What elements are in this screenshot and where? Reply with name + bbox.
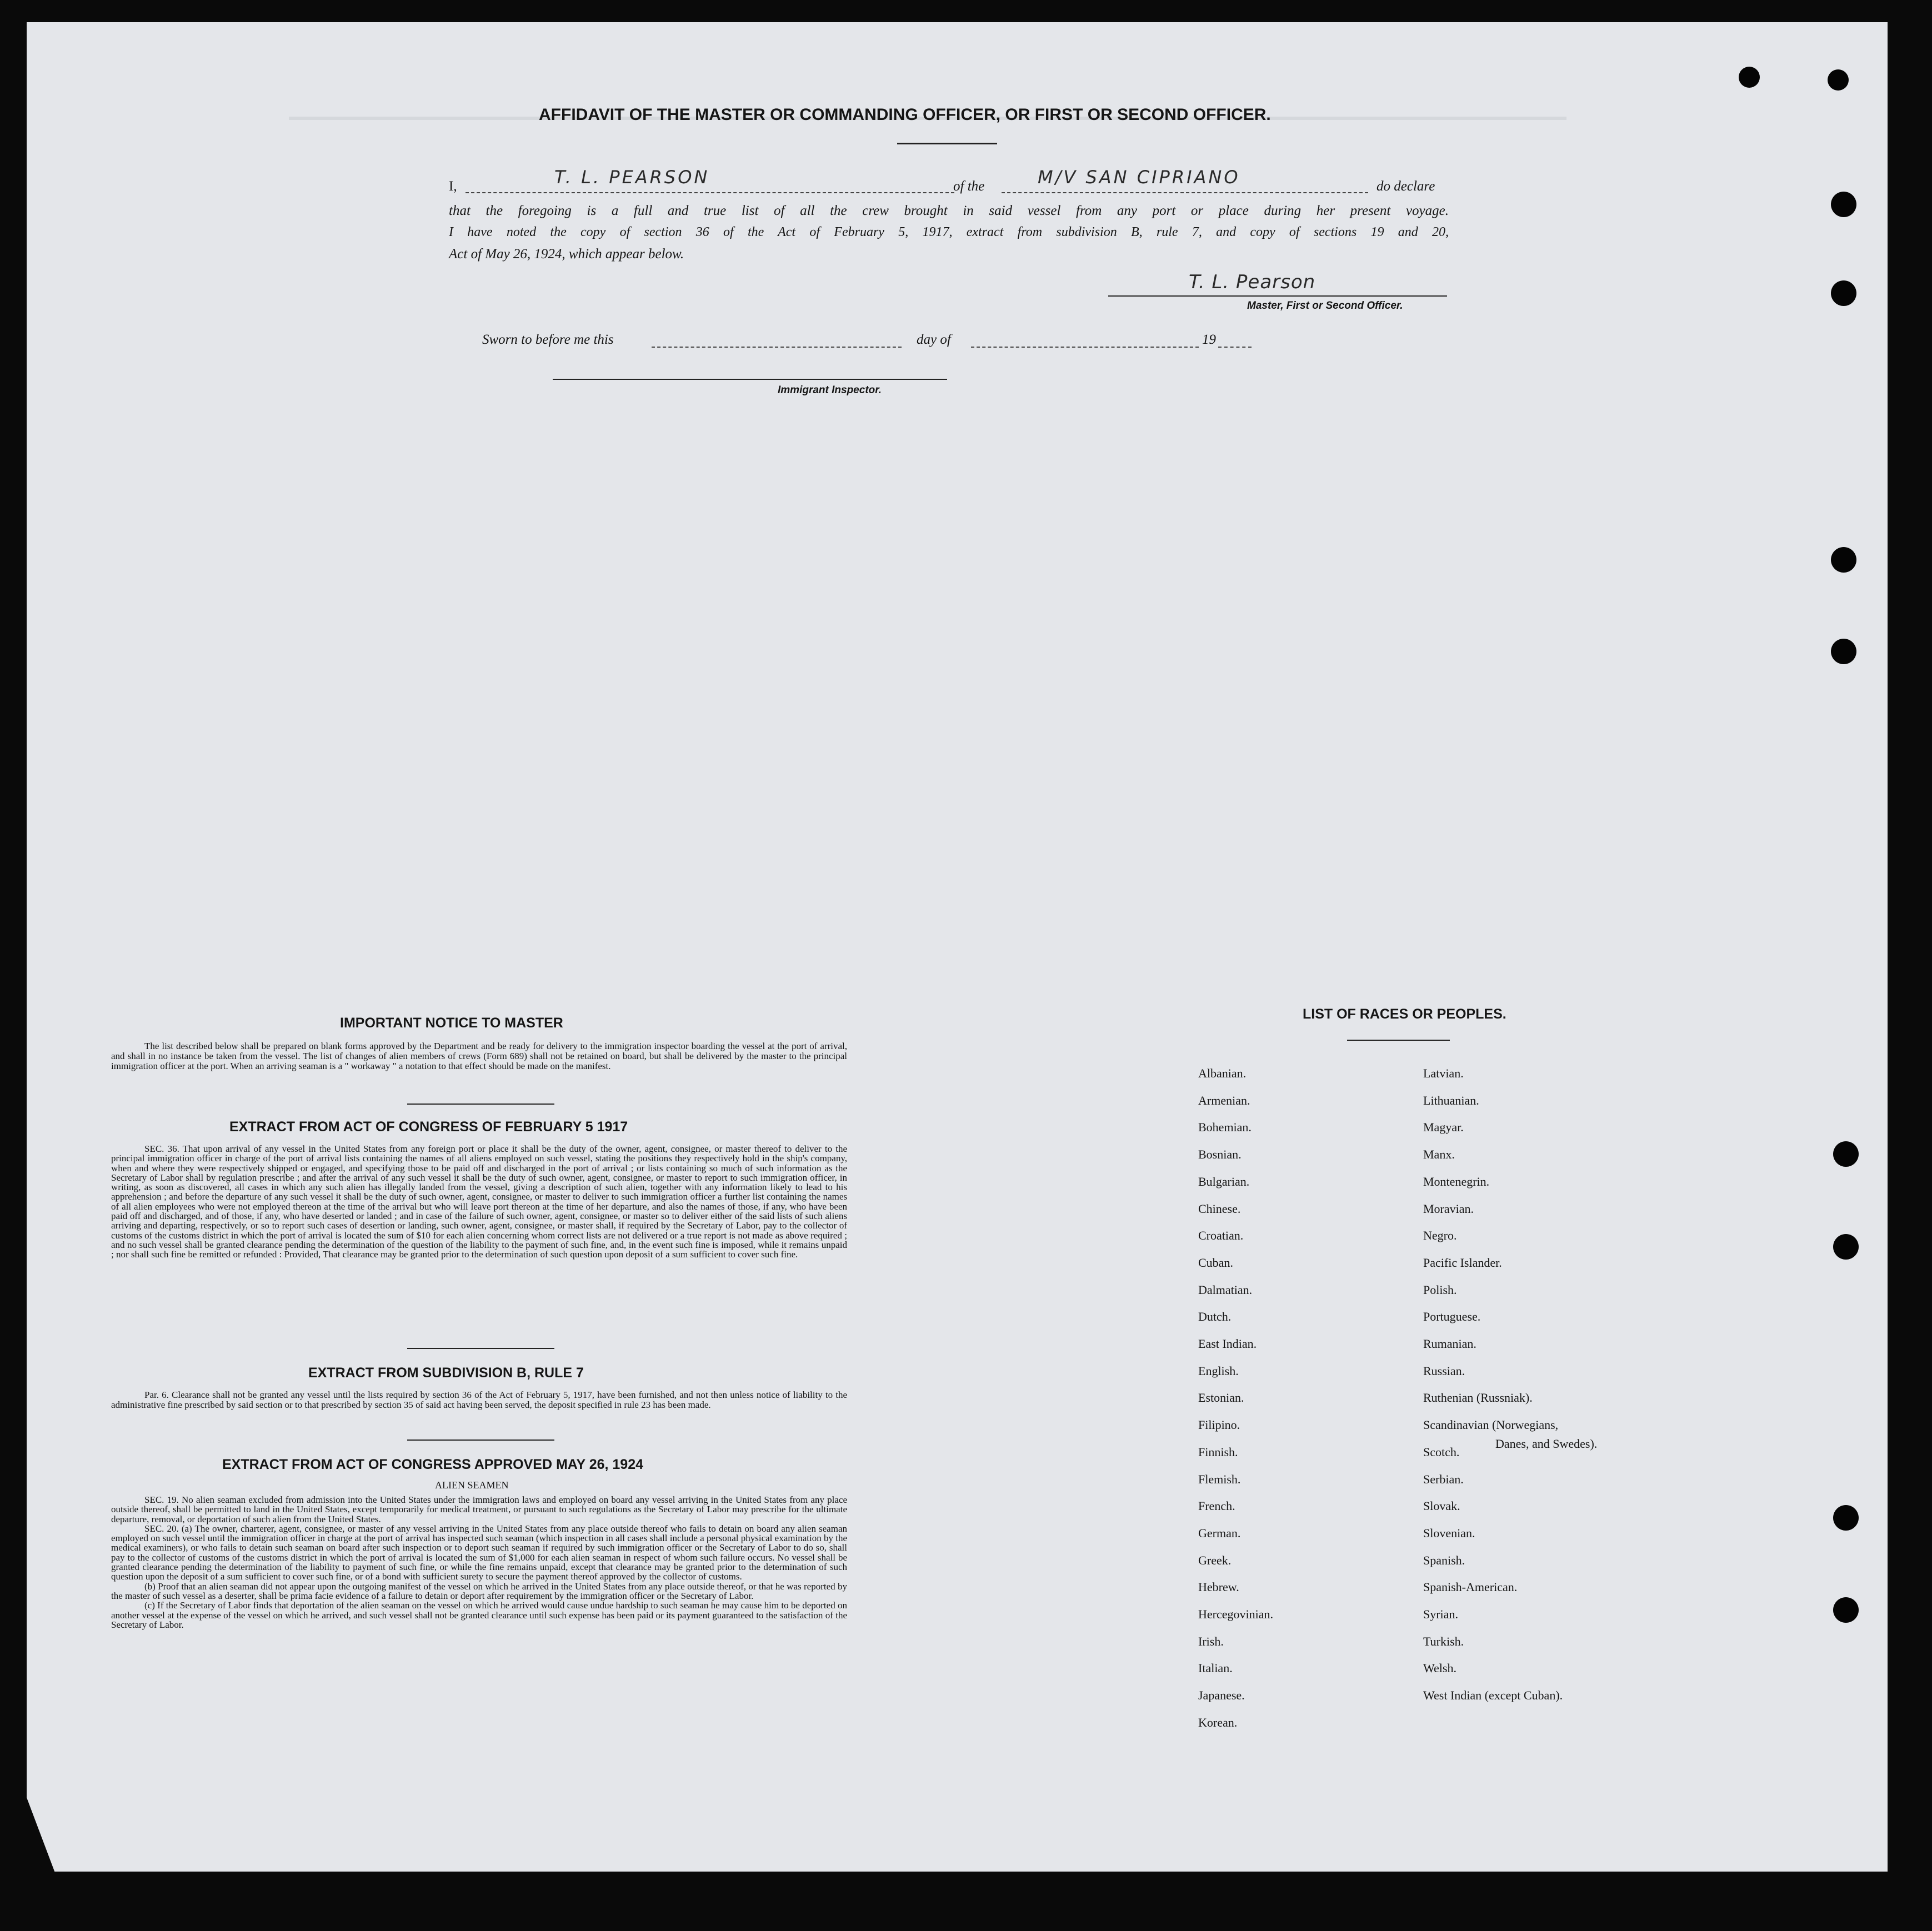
race-item: Ruthenian (Russniak). <box>1423 1391 1533 1405</box>
extract-1924-body <box>111 1495 847 1629</box>
race-item: Greek. <box>1198 1553 1232 1567</box>
race-item: German. <box>1198 1526 1241 1540</box>
race-item: Japanese. <box>1198 1688 1245 1703</box>
races-divider <box>1347 1040 1450 1041</box>
declaration-text-line2: I have noted the copy of section 36 of the Act of February 5, 1917, extract from subdivision B, rule 7, and copy of sections 19 and 20, <box>449 225 1449 239</box>
year-rule <box>1218 347 1252 348</box>
day-of-label: day of <box>917 332 951 347</box>
punch-hole <box>1831 639 1856 664</box>
race-item: Scandinavian (Norwegians, <box>1423 1418 1559 1432</box>
race-item: Finnish. <box>1198 1445 1238 1459</box>
vessel-name: M/V SAN CIPRIANO <box>1038 167 1240 188</box>
race-item: French. <box>1198 1499 1235 1513</box>
sworn-rule <box>652 347 902 348</box>
year-label: 19 <box>1202 332 1216 347</box>
race-item: Pacific Islander. <box>1423 1255 1502 1270</box>
section-divider <box>407 1104 554 1105</box>
race-item: Chinese. <box>1198 1201 1241 1216</box>
race-item: Turkish. <box>1423 1634 1464 1648</box>
affidavit-title: AFFIDAVIT OF THE MASTER OR COMMANDING OFFICER, OR FIRST OR SECOND OFFICER. <box>539 106 1271 124</box>
race-item: Dalmatian. <box>1198 1282 1253 1297</box>
race-item: Slovenian. <box>1423 1526 1475 1540</box>
punch-hole <box>1828 69 1849 91</box>
race-item: West Indian (except Cuban). <box>1423 1688 1563 1703</box>
race-item: Croatian. <box>1198 1228 1244 1243</box>
punch-hole <box>1833 1141 1859 1167</box>
punch-hole <box>1833 1234 1859 1260</box>
race-item: Lithuanian. <box>1423 1093 1479 1107</box>
race-item: Montenegrin. <box>1423 1174 1490 1188</box>
punch-hole <box>1833 1597 1859 1623</box>
race-item: Portuguese. <box>1423 1310 1481 1324</box>
race-item: Moravian. <box>1423 1201 1474 1216</box>
race-item: Bohemian. <box>1198 1120 1252 1135</box>
race-item: Italian. <box>1198 1661 1233 1676</box>
race-item: Korean. <box>1198 1715 1238 1729</box>
race-item: Scotch. <box>1423 1445 1460 1459</box>
race-item: Estonian. <box>1198 1391 1244 1405</box>
race-item: Manx. <box>1423 1147 1455 1162</box>
race-item: Latvian. <box>1423 1066 1464 1080</box>
name-rule <box>466 192 954 193</box>
race-item: Rumanian. <box>1423 1337 1476 1351</box>
race-item: Serbian. <box>1423 1472 1464 1486</box>
of-the-label: of the <box>953 179 985 194</box>
punch-hole <box>1833 1505 1859 1531</box>
extract-1917-title: EXTRACT FROM ACT OF CONGRESS OF FEBRUARY 5 1917 <box>229 1119 628 1135</box>
signature-rule <box>1108 295 1447 297</box>
race-item: Bulgarian. <box>1198 1174 1250 1188</box>
race-item: Hebrew. <box>1198 1580 1239 1594</box>
signature-caption: Master, First or Second Officer. <box>1247 300 1403 312</box>
race-item: Bosnian. <box>1198 1147 1242 1162</box>
master-signature: T. L. Pearson <box>1189 271 1316 293</box>
extract-1917-body: SEC. 36. That upon arrival of any vessel in the United States from any foreign port or place it shall be the duty of the owner, agent, consignee, or master thereof to deliver to the principal immigration officer in charge of the port of arrival lists containing the names of all aliens employed on such vessel, stating the positions they respectively hold in the ship's company, when and where they were respectively shipped or engaged, and specifying those to be paid off and discharged in the port of arrival ; or lists containing so much of such information as the Secretary of Labor shall by regulation prescribe ; and after the arrival of any such vessel it shall be the duty of such owner, agent, consignee, or master to report to such immigration officer, in writing, as soon as discovered, all cases in which any such alien has illegally landed from the vessel, giving a description of such alien, together with any information likely to lead to his apprehension ; and before the departure of any such vessel it shall be the duty of such owner, agent, consignee, or master to deliver to such immigration officer a further list containing the names of all alien employees who were not employed thereon at the time of the arrival but who will leave port thereon at the time of her departure, and also the names of those, if any, who have been paid off and discharged, and of those, if any, who have deserted or landed ; and in case of the failure of such owner, agent, consignee, or master so to deliver either of the said lists of such aliens arriving and departing, respectively, or so to report such cases of desertion or landing, such owner, agent, consignee, or master shall, if required by the Secretary of Labor, pay to the collector of customs of the customs district in which the port of arrival is located the sum of $10 for each alien concerning whom correct lists are not delivered or a true report is not made as above required ; and no such vessel shall be granted clearance pending the determination of the question of the liability to the payment of such fine, and, in the event such fine is imposed, while it remains unpaid ; nor shall such fine be remitted or refunded : Provided, That clearance may be granted prior to the determination of such question upon deposit of a sum sufficient to cover such fine. <box>111 1143 847 1260</box>
race-item: Hercegovinian. <box>1198 1607 1273 1621</box>
race-item: Filipino. <box>1198 1418 1240 1432</box>
sworn-line <box>482 332 1260 354</box>
declaration-line <box>449 167 1449 200</box>
section-divider <box>407 1440 554 1441</box>
race-item: Irish. <box>1198 1634 1224 1648</box>
section-20c-text: (c) If the Secretary of Labor finds that deportation of the alien seaman on the vessel on which he arrived would cause undue hardship to such seaman he may cause him to be deported on another vessel at the expense of the vessel on which he arrived, and such vessel shall not be granted clearance until such expense has been paid or its payment guaranteed to the satisfaction of the Secretary of Labor. <box>111 1600 847 1630</box>
punch-hole <box>1831 280 1856 306</box>
race-item: Syrian. <box>1423 1607 1458 1621</box>
sworn-label: Sworn to before me this <box>482 332 614 347</box>
subdivision-b-body: Par. 6. Clearance shall not be granted any vessel until the lists required by section 36 of the Act of February 5, 1917, have been furnished, and not then unless notice of liability to the administrative fine prescribed by said section or to that prescribed by section 35 of said act having been served, the deposit specified in rule 23 has been made. <box>111 1390 847 1410</box>
punch-hole <box>1831 192 1856 217</box>
day-rule <box>971 347 1199 348</box>
subdivision-b-title: EXTRACT FROM SUBDIVISION B, RULE 7 <box>308 1365 584 1381</box>
master-name: T. L. PEARSON <box>554 167 710 188</box>
race-item: Negro. <box>1423 1228 1457 1243</box>
inspector-rule <box>553 379 947 380</box>
extract-1924-title: EXTRACT FROM ACT OF CONGRESS APPROVED MAY 26, 1924 <box>222 1457 644 1472</box>
declaration-text-line1: that the foregoing is a full and true list of all the crew brought in said vessel from any port or place during her present voyage. <box>449 203 1449 218</box>
race-item: Dutch. <box>1198 1310 1232 1324</box>
punch-hole <box>1831 547 1856 573</box>
punch-hole <box>1739 67 1760 88</box>
race-item: Spanish. <box>1423 1553 1465 1567</box>
race-item: Cuban. <box>1198 1255 1233 1270</box>
vessel-rule <box>1002 192 1368 193</box>
notice-title: IMPORTANT NOTICE TO MASTER <box>340 1015 563 1031</box>
race-item: East Indian. <box>1198 1337 1257 1351</box>
section-20b-text: (b) Proof that an alien seaman did not appear upon the outgoing manifest of the vessel on which he arrived in the United States from any place outside thereof, or that he was reported by the master of such vessel as a deserter, shall be prima facie evidence of a failure to detain or deport after requirement by the immigration officer or the Secretary of Labor. <box>111 1581 847 1601</box>
race-item: Slovak. <box>1423 1499 1460 1513</box>
title-underline <box>897 143 997 144</box>
race-item: Magyar. <box>1423 1120 1464 1135</box>
section-20a-text: SEC. 20. (a) The owner, charterer, agent, consignee, or master of any vessel arriving in the United States from any place outside thereof who fails to detain on board any alien seaman employed on such vessel until the immigration officer in charge at the port of arrival has inspected such seaman (which inspection in all cases shall include a personal physical examination by the medical examiners), or who fails to detain such seaman on board after such inspection or to deport such seaman if required by such immigration officer or the Secretary of Labor to do so, shall pay to the collector of customs of the customs district in which the port of arrival is located the sum of $1,000 for each alien seaman in respect of whom such failure occurs. No vessel shall be granted clearance pending the determination of the liability to payment of such fine, or while the fine remains unpaid, except that clearance may be granted prior to the determination of such question upon the deposit of a sum sufficient to cover such fine, or of a bond with sufficient surety to secure the payment thereof approved by the collector of customs. <box>111 1523 847 1582</box>
race-item: Russian. <box>1423 1363 1465 1378</box>
race-item: Albanian. <box>1198 1066 1247 1080</box>
inspector-caption: Immigrant Inspector. <box>778 384 882 396</box>
race-item: Armenian. <box>1198 1093 1250 1107</box>
race-item: Danes, and Swedes). <box>1495 1437 1598 1451</box>
alien-seamen-subtitle: ALIEN SEAMEN <box>435 1479 509 1491</box>
declaration-text <box>449 200 1449 265</box>
section-divider <box>407 1348 554 1349</box>
do-declare-label: do declare <box>1377 179 1435 194</box>
race-item: Flemish. <box>1198 1472 1241 1486</box>
declaration-text-line3: Act of May 26, 1924, which appear below. <box>449 247 684 262</box>
pronoun-i: I, <box>449 179 457 194</box>
race-item: English. <box>1198 1363 1239 1378</box>
race-item: Polish. <box>1423 1282 1457 1297</box>
section-19-text: SEC. 19. No alien seaman excluded from admission into the United States under the immigration laws and employed on board any vessel arriving in the United States from any place outside thereof, shall be permitted to land in the United States, except temporarily for medical treatment, or pursuant to such regulations as the Secretary of Labor may prescribe for the ultimate departure, removal, or deportation of such alien from the United States. <box>111 1494 847 1524</box>
races-title: LIST OF RACES OR PEOPLES. <box>1303 1006 1506 1022</box>
race-item: Spanish-American. <box>1423 1580 1518 1594</box>
race-item: Welsh. <box>1423 1661 1456 1676</box>
notice-body: The list described below shall be prepared on blank forms approved by the Department and be ready for delivery to the immigration inspector boarding the vessel at the port of arrival, and shall in no instance be taken from the vessel. The list of changes of alien members of crews (Form 689) shall not be retained on board, but shall be delivered by the master to the principal immigration officer at the port. When an arriving seaman is a " workaway " a notation to that effect should be made on the manifest. <box>111 1041 847 1071</box>
